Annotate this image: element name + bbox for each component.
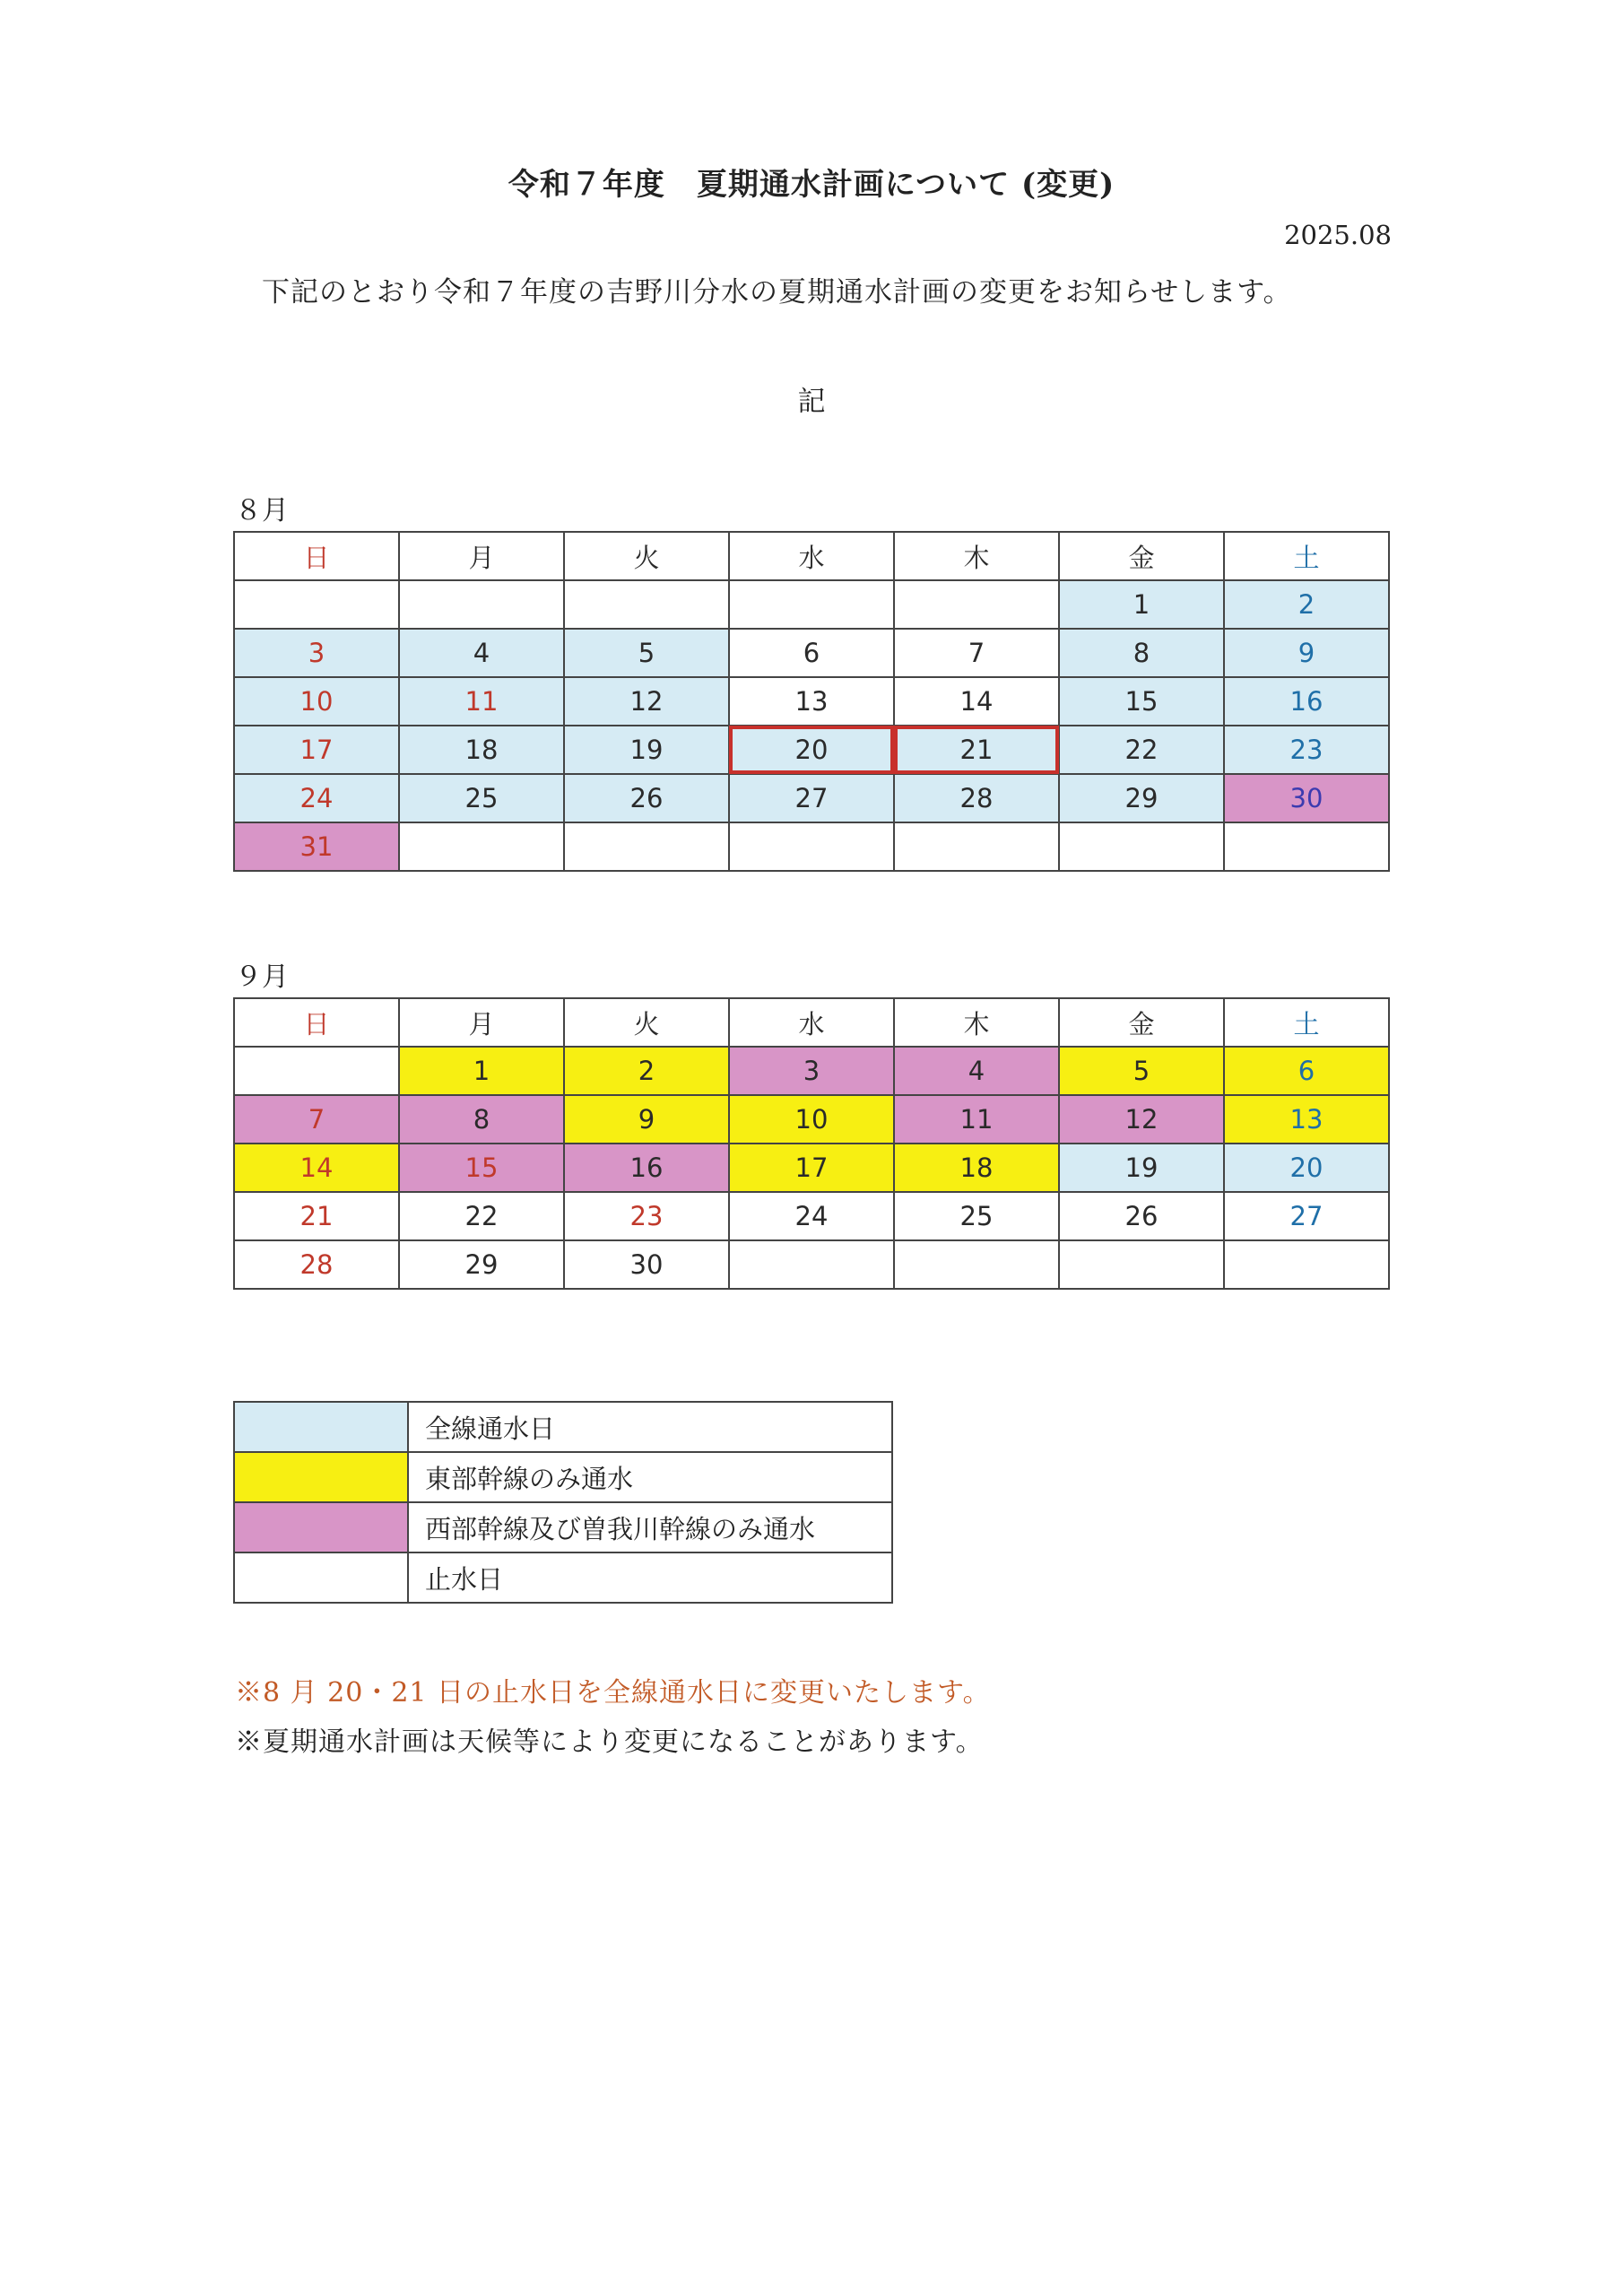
- change-note: ※8 月 20・21 日の止水日を全線通水日に変更いたします。: [235, 1677, 991, 1709]
- calendar-day-cell: 21: [234, 1192, 399, 1240]
- weekday-header: 月: [399, 532, 564, 580]
- calendar-day-cell: 15: [1059, 677, 1224, 726]
- weather-note: ※夏期通水計画は天候等により変更になることがあります。: [235, 1726, 984, 1758]
- september-calendar: [233, 997, 1390, 1290]
- calendar-day-cell: 18: [894, 1144, 1059, 1192]
- calendar-day-cell: [1059, 1240, 1224, 1289]
- calendar-day-cell: 6: [729, 629, 894, 677]
- calendar-day-cell: 25: [399, 774, 564, 822]
- calendar-day-cell: 14: [234, 1144, 399, 1192]
- weekday-header-row: [234, 998, 1389, 1047]
- calendar-day-cell: 12: [564, 677, 729, 726]
- calendar-week-row: [234, 1095, 1389, 1144]
- calendar-day-cell: 13: [729, 677, 894, 726]
- calendar-week-row: [234, 629, 1389, 677]
- calendar-day-cell: 27: [1224, 1192, 1389, 1240]
- calendar-day-cell: 6: [1224, 1047, 1389, 1095]
- calendar-day-cell: 28: [894, 774, 1059, 822]
- document-title: 令和７年度 夏期通水計画について (変更): [508, 167, 1115, 203]
- calendar-day-cell: 19: [564, 726, 729, 774]
- calendar-day-cell: 7: [234, 1095, 399, 1144]
- legend-swatch: [234, 1452, 408, 1502]
- legend-row: [234, 1502, 892, 1552]
- calendar-day-cell: 4: [399, 629, 564, 677]
- calendar-day-cell: 22: [1059, 726, 1224, 774]
- calendar-week-row: [234, 726, 1389, 774]
- calendar-day-cell: 2: [1224, 580, 1389, 629]
- calendar-day-cell: [1224, 822, 1389, 871]
- calendar-week-row: [234, 774, 1389, 822]
- calendar-day-cell: 16: [564, 1144, 729, 1192]
- calendar-day-cell: 29: [399, 1240, 564, 1289]
- august-label: ８月: [235, 495, 289, 526]
- calendar-week-row: [234, 1144, 1389, 1192]
- august-calendar: [233, 531, 1390, 872]
- calendar-day-cell: 21: [894, 726, 1059, 774]
- calendar-week-row: [234, 1047, 1389, 1095]
- calendar-day-cell: 3: [729, 1047, 894, 1095]
- intro-text: 下記のとおり令和７年度の吉野川分水の夏期通水計画の変更をお知らせします。: [262, 276, 1292, 309]
- calendar-day-cell: 11: [894, 1095, 1059, 1144]
- calendar-day-cell: 11: [399, 677, 564, 726]
- calendar-day-cell: [564, 822, 729, 871]
- calendar-day-cell: 27: [729, 774, 894, 822]
- calendar-day-cell: [729, 580, 894, 629]
- weekday-header: 日: [234, 532, 399, 580]
- calendar-day-cell: 10: [234, 677, 399, 726]
- calendar-day-cell: 8: [399, 1095, 564, 1144]
- calendar-day-cell: [564, 580, 729, 629]
- calendar-day-cell: 24: [729, 1192, 894, 1240]
- calendar-day-cell: [894, 1240, 1059, 1289]
- calendar-day-cell: 17: [234, 726, 399, 774]
- weekday-header: 金: [1059, 998, 1224, 1047]
- calendar-day-cell: 29: [1059, 774, 1224, 822]
- calendar-day-cell: 22: [399, 1192, 564, 1240]
- calendar-day-cell: 28: [234, 1240, 399, 1289]
- calendar-day-cell: 26: [1059, 1192, 1224, 1240]
- legend-row: [234, 1402, 892, 1452]
- calendar-day-cell: 31: [234, 822, 399, 871]
- calendar-day-cell: 26: [564, 774, 729, 822]
- calendar-day-cell: 5: [1059, 1047, 1224, 1095]
- weekday-header: 水: [729, 998, 894, 1047]
- legend-label: 東部幹線のみ通水: [408, 1452, 892, 1502]
- weekday-header-row: [234, 532, 1389, 580]
- calendar-day-cell: [894, 822, 1059, 871]
- weekday-header: 土: [1224, 998, 1389, 1047]
- calendar-day-cell: 4: [894, 1047, 1059, 1095]
- calendar-day-cell: 1: [399, 1047, 564, 1095]
- calendar-day-cell: [1224, 1240, 1389, 1289]
- calendar-day-cell: 25: [894, 1192, 1059, 1240]
- calendar-day-cell: 23: [564, 1192, 729, 1240]
- calendar-day-cell: 23: [1224, 726, 1389, 774]
- calendar-week-row: [234, 1192, 1389, 1240]
- calendar-day-cell: 3: [234, 629, 399, 677]
- calendar-day-cell: 30: [1224, 774, 1389, 822]
- legend-row: [234, 1552, 892, 1603]
- legend-swatch: [234, 1552, 408, 1603]
- calendar-week-row: [234, 822, 1389, 871]
- calendar-day-cell: 15: [399, 1144, 564, 1192]
- legend-swatch: [234, 1402, 408, 1452]
- legend-swatch: [234, 1502, 408, 1552]
- legend-label: 西部幹線及び曽我川幹線のみ通水: [408, 1502, 892, 1552]
- calendar-day-cell: 1: [1059, 580, 1224, 629]
- calendar-day-cell: 10: [729, 1095, 894, 1144]
- weekday-header: 日: [234, 998, 399, 1047]
- calendar-day-cell: 18: [399, 726, 564, 774]
- calendar-day-cell: 16: [1224, 677, 1389, 726]
- calendar-day-cell: 14: [894, 677, 1059, 726]
- weekday-header: 火: [564, 532, 729, 580]
- calendar-day-cell: 9: [1224, 629, 1389, 677]
- calendar-day-cell: 20: [1224, 1144, 1389, 1192]
- calendar-week-row: [234, 677, 1389, 726]
- calendar-day-cell: 2: [564, 1047, 729, 1095]
- calendar-day-cell: [729, 822, 894, 871]
- calendar-day-cell: [234, 1047, 399, 1095]
- calendar-day-cell: [894, 580, 1059, 629]
- calendar-day-cell: 20: [729, 726, 894, 774]
- calendar-day-cell: 5: [564, 629, 729, 677]
- calendar-day-cell: [399, 822, 564, 871]
- calendar-week-row: [234, 580, 1389, 629]
- legend-label: 全線通水日: [408, 1402, 892, 1452]
- calendar-day-cell: [234, 580, 399, 629]
- weekday-header: 土: [1224, 532, 1389, 580]
- september-label: ９月: [235, 961, 289, 993]
- issue-date: 2025.08: [1284, 220, 1392, 250]
- calendar-day-cell: [1059, 822, 1224, 871]
- calendar-day-cell: 24: [234, 774, 399, 822]
- weekday-header: 金: [1059, 532, 1224, 580]
- calendar-day-cell: 19: [1059, 1144, 1224, 1192]
- weekday-header: 月: [399, 998, 564, 1047]
- calendar-week-row: [234, 1240, 1389, 1289]
- legend-table: [233, 1401, 893, 1604]
- weekday-header: 木: [894, 998, 1059, 1047]
- calendar-day-cell: [729, 1240, 894, 1289]
- calendar-day-cell: [399, 580, 564, 629]
- ki-heading: 記: [797, 386, 826, 418]
- calendar-day-cell: 8: [1059, 629, 1224, 677]
- calendar-day-cell: 12: [1059, 1095, 1224, 1144]
- weekday-header: 木: [894, 532, 1059, 580]
- legend-label: 止水日: [408, 1552, 892, 1603]
- calendar-day-cell: 30: [564, 1240, 729, 1289]
- calendar-day-cell: 17: [729, 1144, 894, 1192]
- calendar-day-cell: 9: [564, 1095, 729, 1144]
- weekday-header: 火: [564, 998, 729, 1047]
- legend-row: [234, 1452, 892, 1502]
- calendar-day-cell: 13: [1224, 1095, 1389, 1144]
- calendar-day-cell: 7: [894, 629, 1059, 677]
- weekday-header: 水: [729, 532, 894, 580]
